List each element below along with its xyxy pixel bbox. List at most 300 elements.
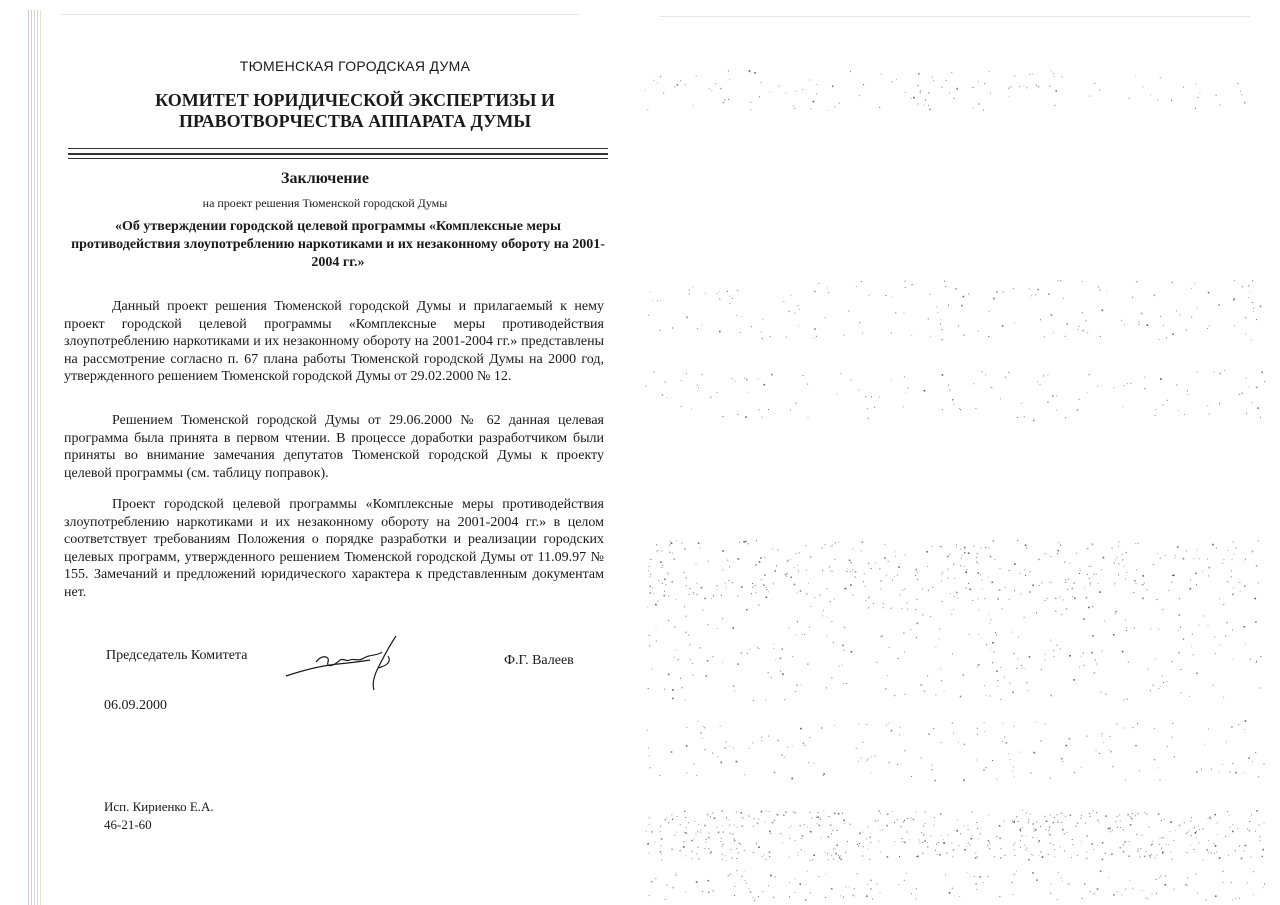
scan-speck	[924, 390, 926, 392]
scan-speck	[695, 834, 696, 835]
scan-speck	[735, 886, 736, 887]
scan-speck	[1094, 83, 1095, 84]
scan-speck	[1016, 816, 1017, 817]
scan-speck	[842, 645, 844, 647]
scan-speck	[671, 849, 673, 851]
scan-speck	[827, 617, 828, 618]
scan-speck	[1122, 554, 1123, 555]
scan-speck	[866, 724, 867, 725]
scan-speck	[995, 632, 996, 633]
scan-speck	[1040, 826, 1041, 827]
scan-speck	[1021, 668, 1022, 669]
scan-speck	[895, 551, 896, 552]
scan-speck	[1159, 688, 1160, 689]
scan-speck	[977, 856, 978, 857]
scan-speck	[838, 813, 840, 815]
scan-speck	[696, 775, 697, 776]
scan-speck	[948, 305, 949, 306]
scan-speck	[1184, 414, 1185, 415]
scan-speck	[900, 727, 901, 728]
scan-speck	[1044, 600, 1045, 601]
scan-speck	[694, 821, 695, 822]
scan-speck	[977, 728, 978, 729]
scan-speck	[1157, 100, 1158, 101]
scan-speck	[802, 634, 803, 635]
scan-speck	[1245, 845, 1247, 847]
scan-speck	[1199, 843, 1200, 844]
scan-speck	[1259, 836, 1260, 837]
scan-speck	[786, 576, 787, 577]
scan-speck	[1022, 810, 1023, 811]
scan-speck	[1065, 816, 1066, 817]
scan-speck	[1048, 854, 1049, 855]
scan-speck	[986, 644, 987, 645]
scan-speck	[661, 859, 662, 860]
scan-speck	[823, 773, 825, 775]
scan-speck	[1147, 324, 1149, 326]
scan-speck	[930, 336, 931, 337]
scan-speck	[828, 816, 829, 817]
scan-speck	[828, 292, 829, 293]
scan-speck	[877, 884, 878, 885]
scan-speck	[729, 79, 730, 80]
scan-speck	[804, 634, 805, 635]
scan-speck	[1196, 771, 1198, 773]
scan-speck	[956, 88, 958, 90]
scan-speck	[897, 764, 898, 765]
scan-speck	[790, 577, 792, 579]
scan-speck	[894, 576, 895, 577]
scan-speck	[1176, 385, 1177, 386]
scan-speck	[655, 878, 656, 879]
scan-speck	[804, 745, 805, 746]
scan-speck	[1014, 564, 1015, 565]
scan-speck	[1061, 614, 1062, 615]
scan-speck	[1148, 669, 1149, 670]
scan-speck	[857, 844, 858, 845]
scan-speck	[719, 291, 720, 292]
scan-speck	[828, 110, 829, 111]
scan-speck	[1119, 814, 1120, 815]
scan-speck	[825, 874, 826, 875]
scan-speck	[958, 742, 959, 743]
scan-speck	[1081, 841, 1082, 842]
scan-speck	[730, 849, 731, 850]
scan-speck	[832, 571, 833, 572]
scan-speck	[648, 853, 649, 854]
scan-speck	[1219, 771, 1220, 772]
scan-speck	[1037, 382, 1038, 383]
scan-speck	[905, 281, 906, 282]
scan-speck	[681, 543, 682, 544]
scan-speck	[989, 848, 990, 849]
scan-speck	[1155, 857, 1156, 858]
scan-speck	[762, 891, 763, 892]
scan-speck	[1138, 849, 1139, 850]
scan-speck	[1139, 770, 1140, 771]
scan-speck	[930, 836, 931, 837]
scan-speck	[700, 647, 702, 649]
scan-speck	[849, 560, 851, 562]
scan-speck	[992, 582, 994, 584]
scan-speck	[1050, 640, 1051, 641]
scan-speck	[947, 835, 948, 836]
scan-speck	[1044, 659, 1045, 660]
scan-speck	[867, 760, 868, 761]
scan-speck	[744, 378, 745, 379]
scan-speck	[1035, 829, 1037, 831]
scan-speck	[871, 568, 872, 569]
scan-speck	[1232, 559, 1233, 560]
scan-speck	[1013, 821, 1015, 823]
scan-speck	[684, 548, 686, 550]
scan-speck	[1087, 548, 1089, 550]
scan-speck	[1012, 894, 1013, 895]
scan-speck	[909, 839, 910, 840]
scan-speck	[1217, 822, 1218, 823]
scan-speck	[1151, 843, 1153, 845]
scan-speck	[1000, 398, 1001, 399]
scan-speck	[1170, 831, 1171, 832]
scan-speck	[1014, 653, 1015, 654]
scan-speck	[1186, 550, 1187, 551]
scan-speck	[888, 561, 889, 562]
scan-speck	[964, 547, 966, 549]
scan-speck	[1090, 585, 1091, 586]
scan-speck	[1230, 772, 1231, 773]
scan-speck	[954, 98, 955, 99]
scan-speck	[880, 580, 882, 582]
scan-speck	[697, 886, 698, 887]
scan-speck	[1249, 830, 1250, 831]
scan-speck	[645, 386, 646, 387]
scan-speck	[975, 408, 976, 409]
scan-speck	[1208, 575, 1209, 576]
scan-speck	[984, 685, 985, 686]
scan-speck	[938, 842, 939, 843]
scan-speck	[1239, 394, 1240, 395]
scan-speck	[1017, 417, 1018, 418]
scan-speck	[851, 562, 853, 564]
scan-speck	[1062, 76, 1063, 77]
scan-speck	[976, 561, 977, 562]
scan-speck	[769, 811, 770, 812]
scan-speck	[1064, 562, 1065, 563]
scan-speck	[881, 74, 882, 75]
scan-speck	[964, 743, 965, 744]
scan-speck	[1019, 86, 1020, 87]
scan-speck	[757, 647, 758, 648]
scan-speck	[965, 572, 967, 574]
scan-speck	[1255, 598, 1257, 600]
scan-speck	[850, 584, 852, 586]
scan-speck	[660, 831, 661, 832]
scan-speck	[1244, 851, 1245, 852]
scan-speck	[814, 291, 816, 293]
scan-speck	[736, 848, 737, 849]
scan-speck	[868, 827, 869, 828]
scan-speck	[675, 87, 676, 88]
scan-speck	[789, 857, 790, 858]
scan-speck	[943, 839, 944, 840]
scan-speck	[988, 547, 989, 548]
scan-speck	[1180, 669, 1181, 670]
scan-speck	[1060, 280, 1061, 281]
scan-speck	[1044, 816, 1045, 817]
scan-speck	[939, 854, 941, 856]
scan-speck	[1142, 584, 1143, 585]
scan-speck	[1057, 550, 1059, 552]
scan-speck	[758, 847, 759, 848]
scan-speck	[686, 745, 688, 747]
scan-speck	[1077, 409, 1079, 411]
scan-speck	[794, 108, 795, 109]
scan-speck	[1242, 286, 1243, 287]
scan-speck	[1172, 575, 1173, 576]
scan-speck	[1123, 728, 1124, 729]
scan-speck	[809, 627, 810, 628]
scan-speck	[839, 666, 840, 667]
scan-speck	[1155, 415, 1156, 416]
scan-speck	[987, 845, 988, 846]
scan-speck	[707, 660, 709, 662]
scan-speck	[1175, 558, 1176, 559]
scan-speck	[781, 754, 783, 756]
scan-speck	[1202, 571, 1203, 572]
scan-speck	[1132, 727, 1133, 728]
scan-speck	[762, 338, 763, 339]
scan-speck	[828, 859, 829, 860]
scan-speck	[887, 856, 889, 858]
scan-speck	[801, 838, 802, 839]
scan-speck	[1061, 878, 1062, 879]
scan-speck	[1142, 598, 1144, 600]
scan-speck	[887, 675, 888, 676]
scan-speck	[1197, 97, 1198, 98]
scan-speck	[1100, 692, 1101, 693]
scan-speck	[1077, 822, 1078, 823]
scan-speck	[1079, 399, 1080, 400]
scan-speck	[752, 587, 753, 588]
scan-speck	[879, 568, 880, 569]
scan-speck	[1258, 582, 1259, 583]
scan-speck	[1196, 84, 1197, 85]
scan-speck	[1156, 599, 1157, 600]
scan-speck	[793, 812, 794, 813]
scan-speck	[1184, 822, 1185, 823]
scan-speck	[686, 317, 688, 319]
scan-speck	[956, 547, 957, 548]
scan-speck	[923, 834, 925, 836]
scan-speck	[1115, 611, 1117, 613]
scan-speck	[1144, 377, 1145, 378]
scan-speck	[1248, 285, 1250, 287]
scan-speck	[1132, 297, 1133, 298]
scan-speck	[802, 89, 803, 90]
scan-speck	[1191, 288, 1192, 289]
scan-speck	[1021, 403, 1022, 404]
scan-speck	[710, 851, 712, 853]
scan-speck	[886, 725, 887, 726]
body-paragraph-3: Проект городской целевой программы «Комплексные меры противодействия злоупотреблению наркотиками и их незаконному обороту на 2001-2004 гг.» в целом соответствует требованиям Положения о порядке разработки и реализации городских целевых программ, утвержденного решением Тюменской городской Думы от 11.09.97 № 155. Замечаний и предложений юридического характера к представленным документам нет.	[64, 497, 604, 600]
scan-speck	[844, 823, 845, 824]
scan-speck	[665, 899, 666, 900]
scan-speck	[1149, 855, 1151, 857]
scan-speck	[800, 883, 802, 885]
scan-speck	[964, 566, 965, 567]
scan-speck	[701, 587, 703, 589]
scan-speck	[1012, 692, 1014, 694]
scan-speck	[952, 654, 953, 655]
scan-speck	[862, 333, 863, 334]
scan-speck	[1045, 553, 1046, 554]
scan-speck	[1060, 597, 1061, 598]
scan-speck	[1245, 317, 1246, 318]
scan-speck	[662, 565, 663, 566]
scan-speck	[660, 561, 662, 563]
scan-speck	[875, 563, 876, 564]
scan-speck	[674, 627, 675, 628]
scan-speck	[1129, 841, 1130, 842]
scan-speck	[669, 552, 671, 554]
scan-speck	[930, 616, 931, 617]
scan-speck	[1057, 553, 1058, 554]
scan-speck	[835, 853, 837, 855]
scan-speck	[960, 833, 961, 834]
scan-speck	[1203, 860, 1204, 861]
scan-speck	[1053, 332, 1054, 333]
scan-speck	[791, 778, 793, 780]
scan-speck	[696, 854, 697, 855]
scan-speck	[650, 592, 652, 594]
scan-speck	[1018, 821, 1019, 822]
scan-speck	[1252, 761, 1253, 762]
scan-speck	[1072, 596, 1073, 597]
scan-speck	[686, 585, 687, 586]
scan-speck	[825, 544, 826, 545]
scan-speck	[1051, 582, 1052, 583]
scan-speck	[713, 890, 714, 891]
scan-speck	[973, 546, 974, 547]
scan-speck	[765, 859, 766, 860]
scan-speck	[854, 888, 855, 889]
scan-speck	[830, 570, 831, 571]
scan-speck	[891, 608, 892, 609]
scan-speck	[977, 563, 978, 564]
scan-speck	[1034, 828, 1035, 829]
scan-speck	[1190, 845, 1191, 846]
scan-speck	[754, 72, 756, 74]
scan-speck	[1020, 840, 1021, 841]
scan-speck	[775, 876, 776, 877]
scan-speck	[1229, 815, 1230, 816]
scan-speck	[1053, 650, 1054, 651]
scan-speck	[794, 313, 795, 314]
scan-speck	[650, 559, 651, 560]
scan-speck	[942, 601, 943, 602]
scan-speck	[1105, 853, 1106, 854]
scan-speck	[722, 859, 723, 860]
scan-speck	[711, 90, 712, 91]
scan-speck	[1176, 310, 1177, 311]
scan-speck	[1031, 854, 1032, 855]
scan-speck	[1224, 370, 1225, 371]
scan-speck	[749, 748, 750, 749]
scan-speck	[1174, 889, 1175, 890]
scan-speck	[956, 592, 958, 594]
scan-speck	[1263, 887, 1264, 888]
scan-speck	[1206, 849, 1208, 851]
scan-speck	[682, 687, 683, 688]
scan-speck	[863, 742, 864, 743]
scan-speck	[948, 569, 949, 570]
scan-speck	[827, 588, 828, 589]
scan-speck	[786, 337, 787, 338]
scan-speck	[917, 623, 919, 625]
scan-speck	[1247, 828, 1248, 829]
scan-speck	[1127, 814, 1129, 816]
scan-speck	[1002, 741, 1003, 742]
scan-speck	[648, 688, 649, 689]
scan-speck	[1210, 818, 1211, 819]
scan-speck	[1115, 821, 1116, 822]
scan-speck	[708, 837, 710, 839]
scan-speck	[656, 626, 657, 627]
scan-speck	[1123, 851, 1125, 853]
scan-speck	[661, 567, 662, 568]
scan-speck	[727, 560, 728, 561]
scan-speck	[952, 399, 954, 401]
scan-speck	[941, 580, 942, 581]
scan-speck	[870, 772, 871, 773]
scan-speck	[759, 648, 760, 649]
scan-speck	[1186, 852, 1187, 853]
executor-name: Исп. Кириенко Е.А.	[104, 799, 214, 814]
scan-speck	[979, 876, 981, 878]
scan-speck	[708, 624, 709, 625]
scan-speck	[1069, 738, 1071, 740]
scan-speck	[1187, 391, 1188, 392]
scan-speck	[692, 851, 693, 852]
scan-speck	[1175, 555, 1176, 556]
scan-speck	[645, 90, 646, 91]
scan-speck	[727, 291, 728, 292]
scan-speck	[816, 84, 817, 85]
scan-speck	[1126, 552, 1127, 553]
scan-speck	[1068, 579, 1069, 580]
scan-speck	[931, 765, 932, 766]
scan-speck	[1172, 333, 1174, 335]
scan-speck	[745, 880, 746, 881]
scan-speck	[719, 299, 720, 300]
scan-speck	[1022, 835, 1023, 836]
scan-speck	[798, 305, 799, 306]
scan-speck	[989, 843, 990, 844]
scan-speck	[840, 373, 841, 374]
scan-speck	[939, 639, 940, 640]
scan-speck	[904, 842, 906, 844]
scan-speck	[775, 570, 777, 572]
scan-speck	[737, 595, 738, 596]
scan-speck	[1000, 848, 1002, 850]
scan-speck	[693, 105, 694, 106]
scan-speck	[896, 79, 897, 80]
scan-speck	[688, 594, 689, 595]
scan-speck	[1125, 579, 1126, 580]
scan-speck	[698, 859, 699, 860]
scan-speck	[768, 885, 769, 886]
scan-speck	[664, 579, 666, 581]
